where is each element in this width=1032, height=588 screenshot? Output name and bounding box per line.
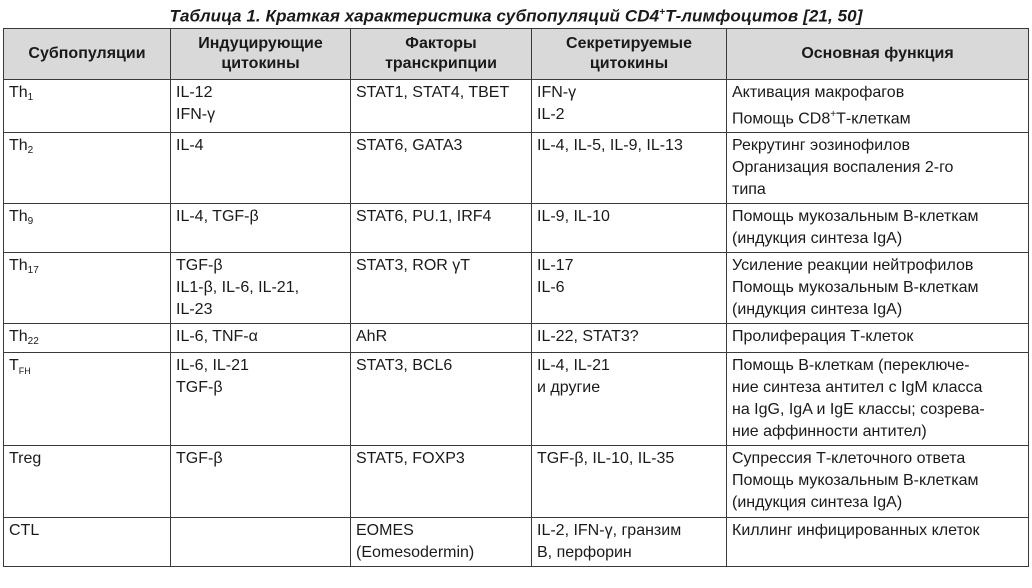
cell-line: (индукция синтеза IgA)	[732, 301, 903, 319]
cell-line: IFN-γ	[176, 106, 216, 123]
cell-line	[732, 104, 1023, 130]
cell-function	[727, 353, 1029, 446]
cell-line: IL-4, IL-5, IL-9, IL-13	[537, 137, 683, 155]
cell-factors	[351, 518, 532, 567]
cell-line: Организация воспаления 2-го	[732, 159, 954, 177]
cell-subpopulation	[4, 518, 171, 567]
cell-secreted	[532, 253, 727, 324]
cell-line: IL-9, IL-10	[537, 208, 610, 226]
cell-line: IL-6, IL-21	[176, 357, 249, 375]
header-inducing-line-2: цитокины	[221, 55, 300, 72]
cell-secreted	[532, 446, 727, 518]
cell-subpopulation	[4, 204, 171, 253]
subpopulation-name: Th	[9, 208, 28, 226]
table-row-treg	[4, 446, 1029, 518]
header-row	[4, 29, 1029, 80]
cell-subpopulation	[4, 133, 171, 204]
cell-line: ние аффинности антител)	[732, 423, 927, 441]
cell-factors	[351, 80, 532, 133]
cell-line: EOMES	[356, 522, 414, 540]
cell-line: IL-2	[537, 106, 565, 123]
cell-line: Активация макрофагов	[732, 84, 905, 101]
cell-secreted	[532, 80, 727, 133]
cell-line: IL-2, IFN-γ, гранзим	[537, 522, 682, 540]
header-subpopulations-label: Субпопуляции	[28, 45, 146, 62]
cell-line: Помощь В-клеткам (переключе-	[732, 357, 970, 375]
cell-line: Усиление реакции нейтрофилов	[732, 257, 974, 275]
cell-inducing	[171, 133, 351, 204]
cell-secreted	[532, 204, 727, 253]
cell-text: Помощь CD8	[732, 110, 831, 128]
table-row-th2	[4, 133, 1029, 204]
cell-line: (индукция синтеза IgA)	[732, 230, 903, 248]
cell-line: Рекрутинг эозинофилов	[732, 137, 911, 155]
table-row-ctl	[4, 518, 1029, 567]
subpopulation-name: Th	[9, 328, 28, 346]
cell-line: STAT3, BCL6	[356, 357, 453, 375]
cell-inducing	[171, 324, 351, 353]
cell-function	[727, 518, 1029, 567]
subpopulation-name: CTL	[9, 522, 40, 540]
cell-line: STAT3, ROR γT	[356, 257, 471, 275]
subpopulation-subscript: 9	[27, 216, 34, 228]
cell-line: IL-6, TNF-α	[176, 328, 258, 346]
caption-suffix: Т-лимфоцитов [21, 50]	[665, 6, 863, 26]
header-transcription-factors	[351, 29, 532, 80]
cell-line: AhR	[356, 328, 388, 346]
header-factors-line-1: Факторы	[405, 35, 477, 52]
cell-secreted	[532, 133, 727, 204]
header-function-label: Основная функция	[801, 45, 954, 62]
table-row-tfh	[4, 353, 1029, 446]
subpopulation-subscript: 17	[27, 265, 39, 277]
cell-subpopulation	[4, 353, 171, 446]
cell-inducing	[171, 518, 351, 567]
header-secreted-cytokines	[532, 29, 727, 80]
cell-function	[727, 204, 1029, 253]
subpopulation-subscript: 1	[27, 92, 34, 103]
cell-function	[727, 446, 1029, 518]
cell-inducing	[171, 80, 351, 133]
subpopulation-subscript: 22	[27, 336, 39, 348]
header-factors-line-2: транскрипции	[385, 55, 497, 72]
cell-subpopulation	[4, 446, 171, 518]
cell-line: TGF-β, IL-10, IL-35	[537, 450, 675, 468]
cell-line: STAT1, STAT4, TBET	[356, 84, 510, 101]
cell-line: Помощь мукозальным В-клеткам	[732, 472, 979, 490]
subpopulation-name: Th	[9, 84, 28, 101]
subpopulation-name: Treg	[9, 450, 42, 468]
header-secreted-line-2: цитокины	[589, 55, 669, 72]
subpopulation-name: Th	[9, 257, 28, 275]
cell-line: IL-23	[176, 301, 213, 319]
cell-inducing	[171, 253, 351, 324]
cell-line: на IgG, IgA и IgE классы; созрева-	[732, 401, 985, 419]
cell-function	[727, 133, 1029, 204]
cell-factors	[351, 446, 532, 518]
header-inducing-cytokines	[171, 29, 351, 80]
cell-line: Помощь мукозальным В-клеткам	[732, 208, 979, 226]
cell-line: (индукция синтеза IgA)	[732, 494, 903, 512]
cell-line: IL-4	[176, 137, 204, 155]
cell-line: и другие	[537, 379, 601, 397]
cell-factors	[351, 253, 532, 324]
table-row-th9	[4, 204, 1029, 253]
subpopulation-subscript: 2	[27, 145, 34, 157]
table-row-th22	[4, 324, 1029, 353]
caption-prefix: Таблица 1. Краткая характеристика субпопуляций CD4	[169, 6, 660, 26]
cell-function	[727, 80, 1029, 133]
cell-line: IL1-β, IL-6, IL-21,	[176, 279, 300, 297]
cell-secreted	[532, 518, 727, 567]
cell-line: STAT6, GATA3	[356, 137, 463, 155]
header-subpopulations	[4, 29, 171, 80]
cell-line: типа	[732, 181, 766, 199]
header-inducing-line-1: Индуцирующие	[198, 35, 323, 52]
caption-sup: +	[659, 7, 666, 18]
cell-line: (Eomesodermin)	[356, 544, 475, 562]
cell-line: Супрессия Т-клеточного ответа	[732, 450, 966, 468]
cell-factors	[351, 204, 532, 253]
cell-line: IL-12	[176, 84, 213, 101]
subpopulations-table	[3, 28, 1029, 567]
cell-line: IL-22, STAT3?	[537, 328, 639, 346]
cell-inducing	[171, 446, 351, 518]
cell-function	[727, 324, 1029, 353]
header-main-function	[727, 29, 1029, 80]
cell-inducing	[171, 353, 351, 446]
cell-secreted	[532, 324, 727, 353]
subpopulation-name: T	[9, 357, 19, 375]
cell-line: IL-4, IL-21	[537, 357, 610, 375]
cell-line: ние синтеза антител с IgM класса	[732, 379, 983, 397]
table-row-th17	[4, 253, 1029, 324]
cell-text: Т-клеткам	[836, 110, 911, 128]
cell-factors	[351, 133, 532, 204]
table-row-th1	[4, 80, 1029, 133]
header-secreted-line-1: Секретируемые	[566, 35, 692, 52]
cell-line: TGF-β	[176, 257, 223, 275]
cell-factors	[351, 353, 532, 446]
cell-line: STAT6, PU.1, IRF4	[356, 208, 492, 226]
cell-subpopulation	[4, 253, 171, 324]
cell-line: Пролиферация Т-клеток	[732, 328, 914, 346]
subpopulation-name: Th	[9, 137, 28, 155]
cell-line: IL-17	[537, 257, 574, 275]
cell-line: STAT5, FOXP3	[356, 450, 465, 468]
cell-line: TGF-β	[176, 450, 223, 468]
cell-line: В, перфорин	[537, 544, 632, 562]
cell-inducing	[171, 204, 351, 253]
cell-subpopulation	[4, 324, 171, 353]
cell-line: IL-6	[537, 279, 565, 297]
cell-line: IL-4, TGF-β	[176, 208, 259, 226]
table-caption	[0, 0, 1032, 26]
cell-secreted	[532, 353, 727, 446]
cell-line: Помощь мукозальным В-клеткам	[732, 279, 979, 297]
subpopulation-subscript: FH	[18, 366, 31, 377]
cell-line: TGF-β	[176, 379, 223, 397]
cell-superscript: +	[830, 109, 837, 120]
cell-line: IFN-γ	[537, 84, 577, 101]
cell-line: Киллинг инфицированных клеток	[732, 522, 980, 540]
cell-function	[727, 253, 1029, 324]
cell-subpopulation	[4, 80, 171, 133]
cell-factors	[351, 324, 532, 353]
